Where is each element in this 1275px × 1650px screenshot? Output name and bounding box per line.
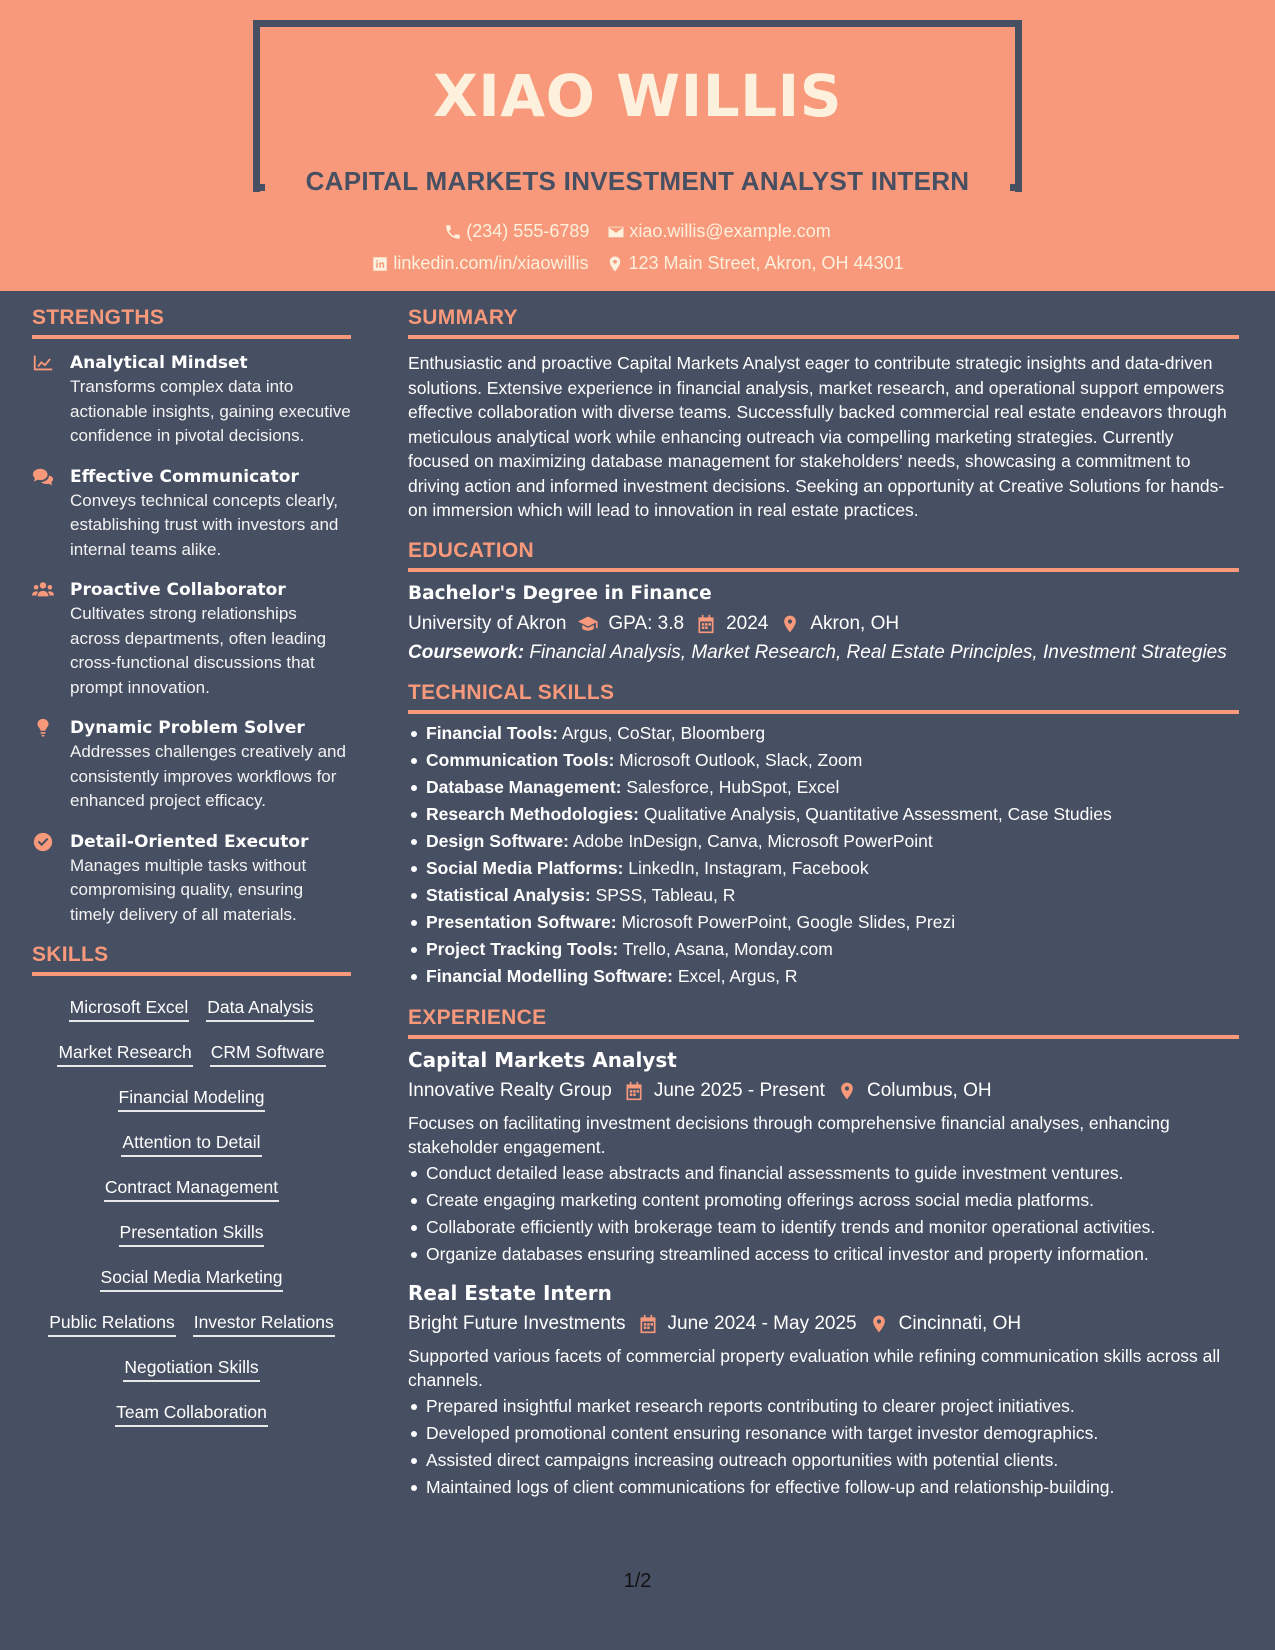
- calendar-icon: [638, 1314, 658, 1334]
- strength-item: [32, 465, 351, 563]
- job-dates: June 2025 - Present: [653, 1079, 825, 1101]
- contact-row-1: [0, 221, 1275, 242]
- strength-desc: Addresses challenges creatively and consistently improves workflows for enhanced project efficacy.: [70, 742, 346, 810]
- strength-title: Effective Communicator: [70, 466, 299, 487]
- job-title: CAPITAL MARKETS INVESTMENT ANALYST INTERN: [305, 166, 970, 196]
- education-location: Akron, OH: [810, 612, 900, 634]
- coursework-list: Financial Analysis, Market Research, Real Estate Principles, Investment Strategies: [529, 641, 1227, 663]
- job-bullets: [408, 1393, 1239, 1501]
- tech-skill-label: Presentation Software:: [426, 911, 617, 932]
- job-entry-title: Real Estate Intern: [408, 1280, 612, 1305]
- phone-icon: [444, 223, 462, 241]
- tech-skill-label: Research Methodologies:: [426, 803, 639, 824]
- tech-skill-label: Financial Tools:: [426, 722, 558, 743]
- skills-section: [32, 943, 351, 1444]
- skill-tag: Social Media Marketing: [100, 1264, 284, 1292]
- coursework: [408, 640, 1239, 665]
- envelope-icon: [607, 223, 625, 241]
- job-description: Focuses on facilitating investment decisions through comprehensive financial analyses, enhancing stakeholder engagement.: [408, 1112, 1170, 1157]
- tech-skill-label: Project Tracking Tools:: [426, 938, 619, 959]
- linkedin-text[interactable]: linkedin.com/in/xiaowillis: [393, 253, 589, 273]
- tech-skill-value: Qualitative Analysis, Quantitative Assessment, Case Studies: [643, 803, 1112, 824]
- education-heading: EDUCATION: [408, 539, 1239, 572]
- lightbulb-icon: [32, 718, 54, 738]
- job-location: Cincinnati, OH: [898, 1312, 1022, 1334]
- skill-tag: CRM Software: [210, 1039, 326, 1067]
- list-item: [426, 801, 1239, 828]
- summary-heading: SUMMARY: [408, 306, 1239, 339]
- strength-title: Detail-Oriented Executor: [70, 831, 309, 852]
- list-item: Organize databases ensuring streamlined access to critical investor and property information.: [426, 1241, 1239, 1268]
- list-item: [426, 936, 1239, 963]
- skill-tag: Financial Modeling: [118, 1084, 266, 1112]
- map-marker-icon: [606, 255, 624, 273]
- skill-tag: Attention to Detail: [121, 1129, 261, 1157]
- list-item: [426, 882, 1239, 909]
- linkedin-icon: [371, 255, 389, 273]
- list-item: [426, 909, 1239, 936]
- tech-skill-value: Excel, Argus, R: [677, 965, 798, 986]
- strength-title: Analytical Mindset: [70, 353, 248, 373]
- phone-text: (234) 555-6789: [466, 221, 590, 241]
- tech-skill-label: Design Software:: [426, 830, 569, 851]
- page-indicator: 1/2: [623, 1570, 652, 1592]
- skill-tag: Negotiation Skills: [123, 1354, 259, 1382]
- list-item: Collaborate efficiently with brokerage team to identify trends and monitor operational activities.: [426, 1214, 1239, 1241]
- strength-desc: Manages multiple tasks without compromising quality, ensuring timely delivery of all materials.: [70, 855, 307, 924]
- education-school: University of Akron: [408, 612, 567, 634]
- tech-skill-value: LinkedIn, Instagram, Facebook: [628, 857, 869, 878]
- experience-heading: EXPERIENCE: [408, 1006, 1239, 1039]
- tech-skill-value: Microsoft PowerPoint, Google Slides, Prezi: [621, 911, 956, 932]
- list-item: [426, 963, 1239, 990]
- strength-title: Proactive Collaborator: [70, 580, 286, 600]
- contact-phone: [444, 221, 589, 242]
- list-item: [426, 828, 1239, 855]
- job-meta: [408, 1075, 1239, 1107]
- map-marker-icon: [780, 614, 800, 634]
- technical-skills-list: [408, 720, 1239, 990]
- chart-line-icon: [32, 353, 54, 373]
- skill-tag: Public Relations: [48, 1309, 175, 1337]
- skill-tag: Microsoft Excel: [69, 994, 190, 1022]
- comments-icon: [32, 467, 54, 487]
- job-entry-title: Capital Markets Analyst: [408, 1047, 677, 1072]
- summary-text: Enthusiastic and proactive Capital Markets Analyst eager to contribute strategic insights and data-driven solutions. Extensive experience in financial analysis, market research, and operational support empowers effective collaboration with diverse teams. Successfully backed commercial real estate endeavors through meticulous analytical work while enhancing outreach via compelling marketing strategies. Currently focused on maximizing database management for stakeholders' needs, showcasing a commitment to driving action and informed investment decisions. Seeking an opportunity at Creative Solutions for hands-on immersion which will lead to innovation in real estate practices.: [408, 353, 1227, 520]
- calendar-icon: [696, 614, 716, 634]
- strength-desc: Cultivates strong relationships across departments, often leading cross-functional discussions that prompt innovation.: [70, 604, 327, 697]
- left-column: [32, 306, 351, 1444]
- education-meta: [408, 608, 1239, 640]
- contact-linkedin[interactable]: [371, 253, 588, 274]
- strength-item: [32, 578, 351, 700]
- contact-email[interactable]: [607, 221, 830, 242]
- right-column: [408, 306, 1239, 1511]
- list-item: [426, 855, 1239, 882]
- contact-address: [606, 253, 903, 274]
- strength-item: [32, 716, 351, 814]
- skill-tag: Data Analysis: [206, 994, 314, 1022]
- strengths-heading: STRENGTHS: [32, 306, 351, 339]
- tech-skill-value: Microsoft Outlook, Slack, Zoom: [619, 749, 863, 770]
- list-item: [426, 747, 1239, 774]
- calendar-icon: [624, 1081, 644, 1101]
- tech-skill-label: Database Management:: [426, 776, 622, 797]
- skill-tag: Presentation Skills: [119, 1219, 265, 1247]
- job-location: Columbus, OH: [866, 1079, 992, 1101]
- graduation-cap-icon: [578, 614, 598, 634]
- tech-skill-value: Argus, CoStar, Bloomberg: [561, 722, 766, 743]
- education-year: 2024: [726, 612, 769, 634]
- strength-item: [32, 830, 351, 928]
- contact-row-2: [0, 253, 1275, 274]
- job-company: Innovative Realty Group: [408, 1079, 612, 1101]
- candidate-name: XIAO WILLIS: [432, 62, 842, 130]
- education-degree: Bachelor's Degree in Finance: [408, 582, 712, 604]
- job-dates: June 2024 - May 2025: [667, 1312, 857, 1334]
- tech-skill-value: SPSS, Tableau, R: [595, 884, 736, 905]
- list-item: Create engaging marketing content promoting offerings across social media platforms.: [426, 1187, 1239, 1214]
- users-icon: [32, 580, 54, 600]
- check-circle-icon: [32, 832, 54, 852]
- tech-skill-label: Social Media Platforms:: [426, 857, 624, 878]
- skill-tag: Market Research: [57, 1039, 192, 1067]
- job-description: Supported various facets of commercial property evaluation while refining communication skills across all channels.: [408, 1345, 1221, 1390]
- email-text[interactable]: xiao.willis@example.com: [629, 221, 831, 241]
- map-marker-icon: [837, 1081, 857, 1101]
- list-item: Maintained logs of client communications for effective follow-up and relationship-building.: [426, 1474, 1239, 1501]
- list-item: Conduct detailed lease abstracts and financial assessments to guide investment ventures.: [426, 1160, 1239, 1187]
- list-item: Assisted direct campaigns increasing outreach opportunities with potential clients.: [426, 1447, 1239, 1474]
- resume-header: [0, 0, 1275, 291]
- skill-tag: Investor Relations: [193, 1309, 335, 1337]
- address-text: 123 Main Street, Akron, OH 44301: [628, 253, 904, 273]
- job-entry: [408, 1278, 1239, 1501]
- tech-skill-value: Adobe InDesign, Canva, Microsoft PowerPoint: [572, 830, 933, 851]
- job-company: Bright Future Investments: [408, 1312, 626, 1334]
- skill-tag: Team Collaboration: [115, 1399, 268, 1427]
- tech-skill-label: Communication Tools:: [426, 749, 615, 770]
- list-item: [426, 774, 1239, 801]
- tech-skill-label: Statistical Analysis:: [426, 884, 591, 905]
- education-gpa: GPA: 3.8: [608, 612, 685, 634]
- coursework-label: Coursework:: [408, 641, 525, 663]
- job-entry: [408, 1045, 1239, 1268]
- list-item: Developed promotional content ensuring resonance with target investor demographics.: [426, 1420, 1239, 1447]
- strength-desc: Conveys technical concepts clearly, establishing trust with investors and internal teams alike.: [70, 490, 339, 559]
- tech-skill-label: Financial Modelling Software:: [426, 965, 673, 986]
- list-item: [426, 720, 1239, 747]
- job-bullets: [408, 1160, 1239, 1268]
- skills-heading: SKILLS: [32, 943, 351, 976]
- tech-skill-value: Trello, Asana, Monday.com: [622, 938, 833, 959]
- list-item: Prepared insightful market research reports contributing to clearer project initiatives.: [426, 1393, 1239, 1420]
- job-meta: [408, 1308, 1239, 1340]
- tech-skill-value: Salesforce, HubSpot, Excel: [626, 776, 840, 797]
- technical-skills-heading: TECHNICAL SKILLS: [408, 681, 1239, 714]
- strength-desc: Transforms complex data into actionable insights, gaining executive confidence in pivotal decisions.: [70, 377, 351, 445]
- skill-tag: Contract Management: [104, 1174, 279, 1202]
- map-marker-icon: [869, 1314, 889, 1334]
- strength-title: Dynamic Problem Solver: [70, 718, 305, 738]
- strength-item: [32, 351, 351, 449]
